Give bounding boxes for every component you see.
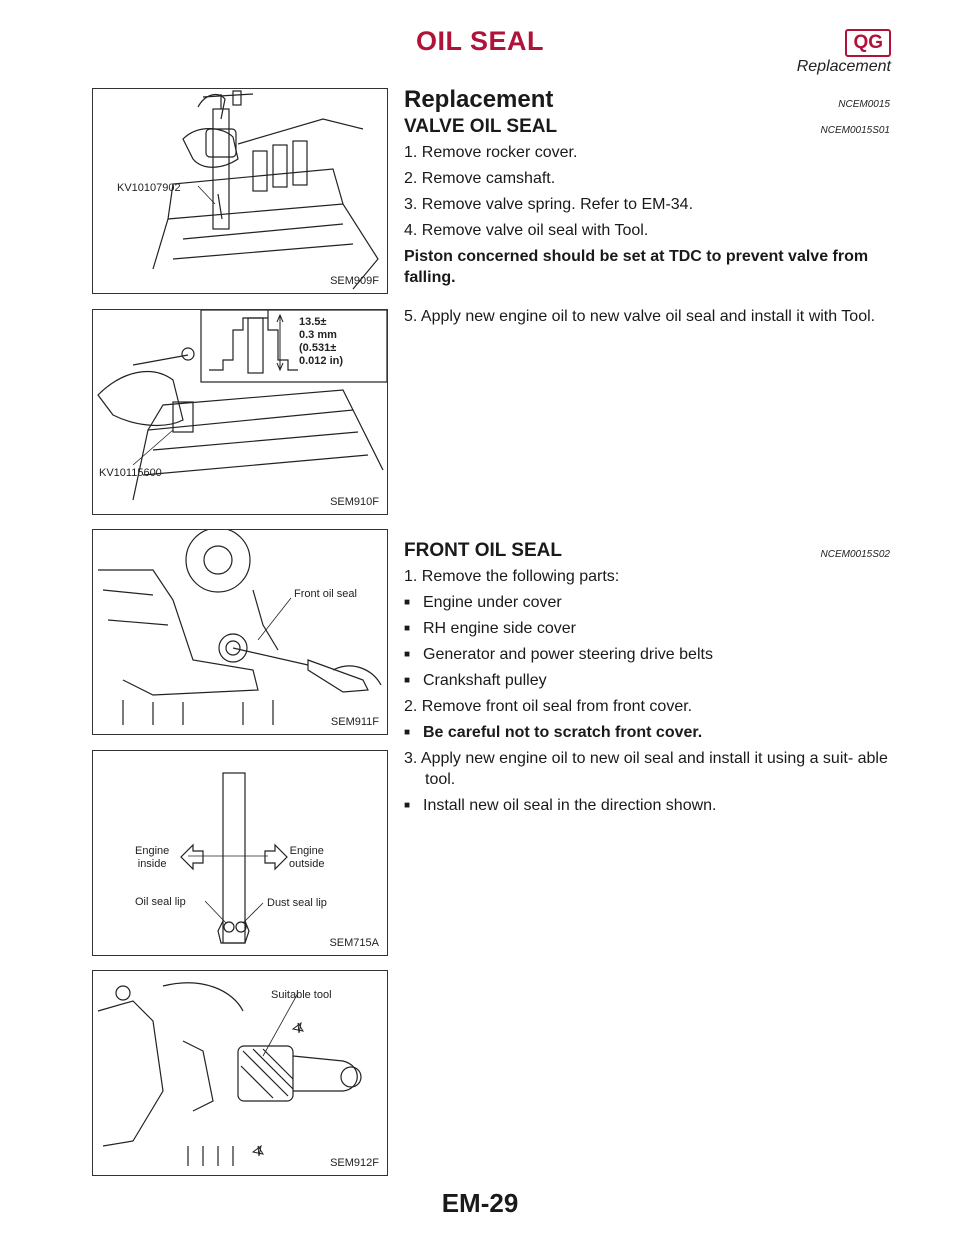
dust-seal-lip-label: Dust seal lip bbox=[267, 897, 327, 909]
front-step-2: 2. Remove front oil seal from front cover. bbox=[404, 698, 693, 715]
figure-sem912f bbox=[92, 970, 388, 1176]
engine-inside-label bbox=[135, 845, 169, 871]
figure-id: SEM909F bbox=[330, 275, 379, 287]
figure-id: SEM715A bbox=[329, 937, 379, 949]
bullet-icon: ■ bbox=[404, 800, 411, 811]
figure-sem910f bbox=[92, 309, 388, 515]
subsection-code: NCEM0015S02 bbox=[820, 549, 890, 560]
figure-id: SEM911F bbox=[330, 716, 379, 728]
engine-inside-line-1: Engine bbox=[135, 845, 170, 857]
step-4: 4. Remove valve oil seal with Tool. bbox=[404, 222, 649, 239]
front-step-1: 1. Remove the following parts: bbox=[404, 568, 620, 585]
page-title: OIL SEAL bbox=[415, 26, 545, 56]
engine-outside-line-2: outside bbox=[289, 858, 325, 870]
front-oil-seal-install bbox=[404, 748, 890, 816]
parts-list-item bbox=[404, 644, 890, 665]
step-5: 5. Apply new engine oil to new valve oil seal and install it with Tool. bbox=[404, 308, 876, 325]
page-header bbox=[0, 26, 960, 88]
parts-list-item-text: RH engine side cover bbox=[423, 620, 576, 637]
subsection-heading bbox=[404, 116, 890, 142]
engine-outside-label bbox=[289, 845, 324, 871]
engine-outside-line-1: Engine bbox=[289, 845, 324, 857]
figure-id: SEM910F bbox=[330, 496, 379, 508]
front-oil-seal-section bbox=[404, 540, 890, 743]
dimension-line-2: 0.3 mm bbox=[299, 329, 337, 341]
note-text: Install new oil seal in the direction shown. bbox=[423, 797, 717, 814]
bullet-icon: ■ bbox=[404, 623, 411, 634]
section-title: Replacement bbox=[404, 86, 554, 113]
parts-list-item bbox=[404, 618, 890, 639]
tool-label: KV10115600 bbox=[99, 467, 162, 479]
dimension-line-3: (0.531± bbox=[299, 342, 337, 354]
engine-code-badge: QG bbox=[845, 29, 891, 57]
subsection-heading bbox=[404, 540, 890, 566]
dimension-line-1: 13.5± bbox=[299, 316, 327, 328]
oil-seal-lip-label: Oil seal lip bbox=[135, 896, 186, 908]
suitable-tool-label: Suitable tool bbox=[271, 989, 332, 1001]
bullet-icon: ■ bbox=[404, 597, 411, 608]
figure-sem715a bbox=[92, 750, 388, 956]
valve-oil-seal-install bbox=[404, 306, 890, 327]
subsection-title: VALVE OIL SEAL bbox=[404, 116, 558, 137]
tool-label: KV10107902 bbox=[117, 182, 181, 194]
bullet-icon: ■ bbox=[404, 675, 411, 686]
front-oil-seal-label: Front oil seal bbox=[294, 588, 357, 600]
subsection-code: NCEM0015S01 bbox=[820, 125, 890, 136]
figure-sem909f bbox=[92, 88, 388, 294]
step-1: 1. Remove rocker cover. bbox=[404, 144, 578, 161]
valve-oil-seal-section bbox=[404, 86, 890, 288]
parts-list-item-text: Crankshaft pulley bbox=[423, 672, 547, 689]
warning-text: Piston concerned should be set at TDC to prevent valve from falling. bbox=[404, 248, 869, 286]
section-code: NCEM0015 bbox=[838, 99, 890, 110]
parts-list-item-text: Engine under cover bbox=[423, 594, 562, 611]
bullet-icon: ■ bbox=[404, 649, 411, 660]
subsection-title: FRONT OIL SEAL bbox=[404, 540, 562, 561]
dimension-label bbox=[299, 316, 343, 368]
page-subtitle: Replacement bbox=[796, 58, 891, 75]
bullet-icon: ■ bbox=[404, 727, 411, 738]
front-oil-seal-removal-illustration bbox=[93, 530, 387, 734]
parts-list-item bbox=[404, 592, 890, 613]
front-step-3: 3. Apply new engine oil to new oil seal and install it using a suit- able tool. bbox=[404, 750, 888, 788]
page-number: EM-29 bbox=[441, 1188, 519, 1218]
caution-text: Be careful not to scratch front cover. bbox=[423, 724, 703, 741]
step-3: 3. Remove valve spring. Refer to EM-34. bbox=[404, 196, 694, 213]
note-item bbox=[404, 795, 890, 816]
front-oil-seal-install-illustration bbox=[93, 971, 387, 1175]
parts-list-item-text: Generator and power steering drive belts bbox=[423, 646, 713, 663]
section-heading bbox=[404, 86, 890, 116]
figure-sem911f bbox=[92, 529, 388, 735]
parts-list-item bbox=[404, 670, 890, 691]
dimension-line-4: 0.012 in) bbox=[299, 355, 344, 367]
step-2: 2. Remove camshaft. bbox=[404, 170, 556, 187]
caution-item bbox=[404, 722, 890, 743]
engine-inside-line-2: inside bbox=[137, 858, 167, 870]
figure-id: SEM912F bbox=[330, 1157, 379, 1169]
